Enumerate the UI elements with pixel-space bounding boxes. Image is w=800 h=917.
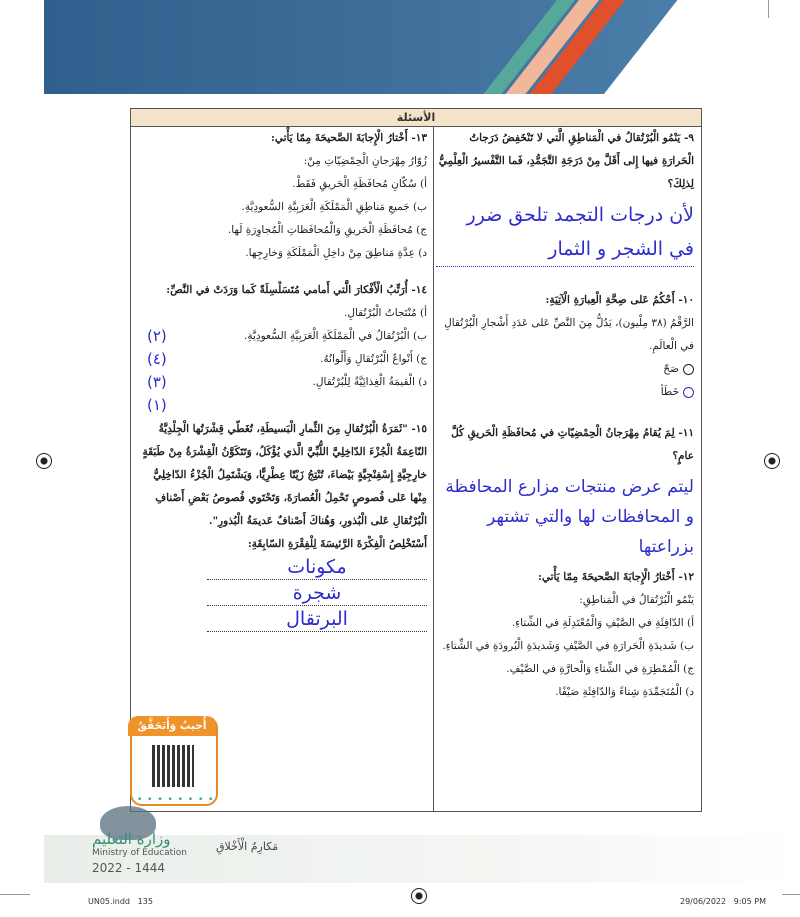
q11-text: ١١- لِمَ يُقامُ مِهْرَجانُ الْحِمْضِيّاتِ في مُحافَظَةِ الْحَريقِ كُلَّ عامٍ؟ — [451, 427, 694, 462]
q12-option[interactable]: أ) الدّافِئَةِ في الصَّيْفِ وَالْمُعْتَدِلَةِ في الشِّتاءِ. — [511, 617, 694, 629]
q10-statement: الرَّقْمُ (٣٨ مِلْيون)، يَدُلُّ مِنَ النَّصِّ عَلى عَدَدِ أَشْجارِ الْبُرْتُقالِ في الْعالَمِ. — [444, 317, 694, 352]
crop-mark — [782, 894, 800, 895]
registration-mark-bottom — [411, 888, 427, 904]
questions-box — [130, 108, 702, 812]
crop-mark — [0, 894, 30, 895]
section-header: الأسئلة — [131, 109, 701, 127]
q14-item: أ) مُنْتَجاتُ الْبُرْتُقالِ. — [344, 307, 427, 319]
registration-mark-right — [764, 453, 780, 469]
slug-date: 29/06/2022 9:05 PM — [680, 897, 766, 906]
q12-option[interactable]: ج) الْمُمْطِرَةِ في الشِّتاءِ وَالْحارَّةِ في الصَّيْفِ. — [506, 663, 694, 675]
q13-option[interactable]: أ) سُكّانِ مُحافَظَةِ الْحَريقِ فَقَطْ. — [292, 178, 427, 190]
ministry-name-ar: وزارة التعليم — [92, 830, 171, 848]
ministry-name-en: Ministry of Education — [92, 848, 187, 858]
q15-answer-line[interactable]: شجرة — [207, 582, 427, 606]
q9-answer[interactable]: لأن درجات التجمد تلحق ضرر في الشجر و الثمار — [436, 198, 694, 267]
q10-text: ١٠- أَحْكُمُ عَلى صِحَّةِ الْعِبارَةِ الْآتِيَةِ: — [545, 294, 694, 306]
q13-text: ١٣- أَخْتارُ الْإِجابَةَ الصَّحيحَةَ مِمّا يَأْتي: — [270, 132, 427, 144]
q13-option[interactable]: ب) جَميعِ مَناطِقِ الْمَمْلَكَةِ الْعَرَبِيَّةِ السُّعودِيَّةِ. — [241, 201, 427, 213]
top-banner — [44, 0, 752, 94]
q13-option[interactable]: د) عِدَّةِ مَناطِقَ مِنْ داخِلِ الْمَمْلَكَةِ وَخارِجِها. — [245, 247, 427, 259]
academic-year: 2022 - 1444 — [92, 861, 166, 875]
q14-answer[interactable]: (٣) — [147, 373, 167, 391]
lesson-title: مَكارِمُ الْأَخْلاقِ — [216, 840, 279, 853]
q14-item: ج) أَنْواعُ الْبُرْتُقالِ وَأَلْوانُهُ. (٤) — [137, 348, 427, 371]
q10-option-true[interactable]: صَحّ — [436, 358, 694, 381]
decorative-dots: • • • • • • • • — [137, 795, 215, 805]
radio-checked-icon — [683, 387, 694, 398]
crop-mark — [768, 0, 769, 18]
q11-answer[interactable]: ليتم عرض منتجات مزارع المحافظة و المحافظات لها والتي تشتهر بزراعتها — [445, 477, 694, 557]
column-divider — [433, 127, 434, 811]
q14-item: ب) الْبُرْتُقالُ في الْمَمْلَكَةِ الْعَرَبِيَّةِ السُّعودِيَّةِ. (٢) — [137, 325, 427, 348]
q15-text: ١٥- "ثَمَرَةُ الْبُرْتُقالِ مِنَ الثِّمارِ الْبَسيطَةِ، تُغَطّي قِشْرَتُها الْجِلْدِيَّةُ النّاعِمَةُ الْجُزْءَ الدّاخِلِيَّ اللُّبِّيَّ الَّذي يُؤْكَلُ، وَتَتَكَوَّنُ الْقِشْرَةُ مِنْ طَبَقَةٍ خارِجِيَّةٍ إِسْفِنْجِيَّةٍ بَيْضاءَ، تُنْتِجُ زَيْتًا عِطْرِيًّا، وَيَشْتَمِلُ الْجُزْءُ الدّاخِلِيُّ مِنْها عَلى فُصوصٍ تَحْمِلُ الْعُصارَةَ، وَتَحْتَوي فُصوصُ بَعْضِ أَصْنافِ الْبُرْتُقالِ عَلى الْبُذورِ، وَهُناكَ أَصْنافٌ عَديمَةُ الْبُذورِ". — [142, 423, 427, 527]
qr-code-icon[interactable] — [152, 745, 194, 787]
q15-answer-line[interactable]: البرتقال — [207, 608, 427, 632]
q15-answer-line[interactable]: مكونات — [207, 556, 427, 580]
q14-item — [137, 394, 427, 416]
q10-option-false[interactable]: خَطَأ — [436, 381, 694, 404]
q13-option[interactable]: ج) مُحافَظَةِ الْحَريقِ وَالْمُحافَظاتِ الْمُجاوِرَةِ لَها. — [227, 224, 427, 236]
q12-text: ١٢- أَخْتارُ الْإِجابَةَ الصَّحيحَةَ مِمّا يَأْتي: — [537, 571, 694, 583]
q15-prompt: أَسْتَخْلِصُ الْفِكْرَةَ الرَّئيسَةَ لِلْفِقْرَةِ السّابِقَةِ: — [247, 538, 427, 550]
q14-item: د) الْقيمَةُ الْغِذائِيَّةُ لِلْبُرْتُقالِ. (٣) — [137, 371, 427, 394]
qr-label: أُجيبُ وَأَتَحَقَّقُ — [128, 716, 216, 736]
q12-option[interactable]: د) الْمُتَجَمِّدَةِ شِتاءً وَالدّافِئَةِ صَيْفًا. — [555, 686, 694, 698]
q9-text: ٩- يَنْمُو الْبُرْتُقالُ في الْمَناطِقِ الَّتي لا تَنْخَفِضُ دَرَجاتُ الْحَرارَةِ فيها إِلى أَقَلَّ مِنْ دَرَجَةِ التَّجَمُّدِ، فَما التَّفْسيرُ الْعِلْمِيُّ لِذلِكَ؟ — [438, 132, 694, 190]
radio-icon — [683, 364, 694, 375]
left-column — [137, 127, 427, 638]
q14-text: ١٤- أُرَتِّبُ الْأَفْكارَ الَّتي أَمامي مُتَسَلْسِلَةً كَما وَرَدَتْ في النَّصِّ: — [166, 284, 427, 296]
q12-stem: يَنْمُو الْبُرْتُقالُ في الْمَناطِقِ: — [579, 594, 694, 606]
q14-answer[interactable]: (٢) — [147, 327, 167, 345]
q12-option[interactable]: ب) شَديدَةِ الْحَرارَةِ في الصَّيْفِ وَشَديدَةِ الْبُرودَةِ في الشِّتاءِ. — [442, 640, 694, 652]
q14-answer[interactable]: (٤) — [147, 350, 167, 368]
right-column — [436, 127, 694, 704]
slug-file: UN05.indd 135 — [88, 897, 153, 906]
q13-stem: زُوّارُ مِهْرَجانِ الْحِمْضِيّاتِ مِنْ: — [303, 155, 427, 167]
q14-answer[interactable]: (١) — [147, 396, 167, 414]
registration-mark-left — [36, 453, 52, 469]
